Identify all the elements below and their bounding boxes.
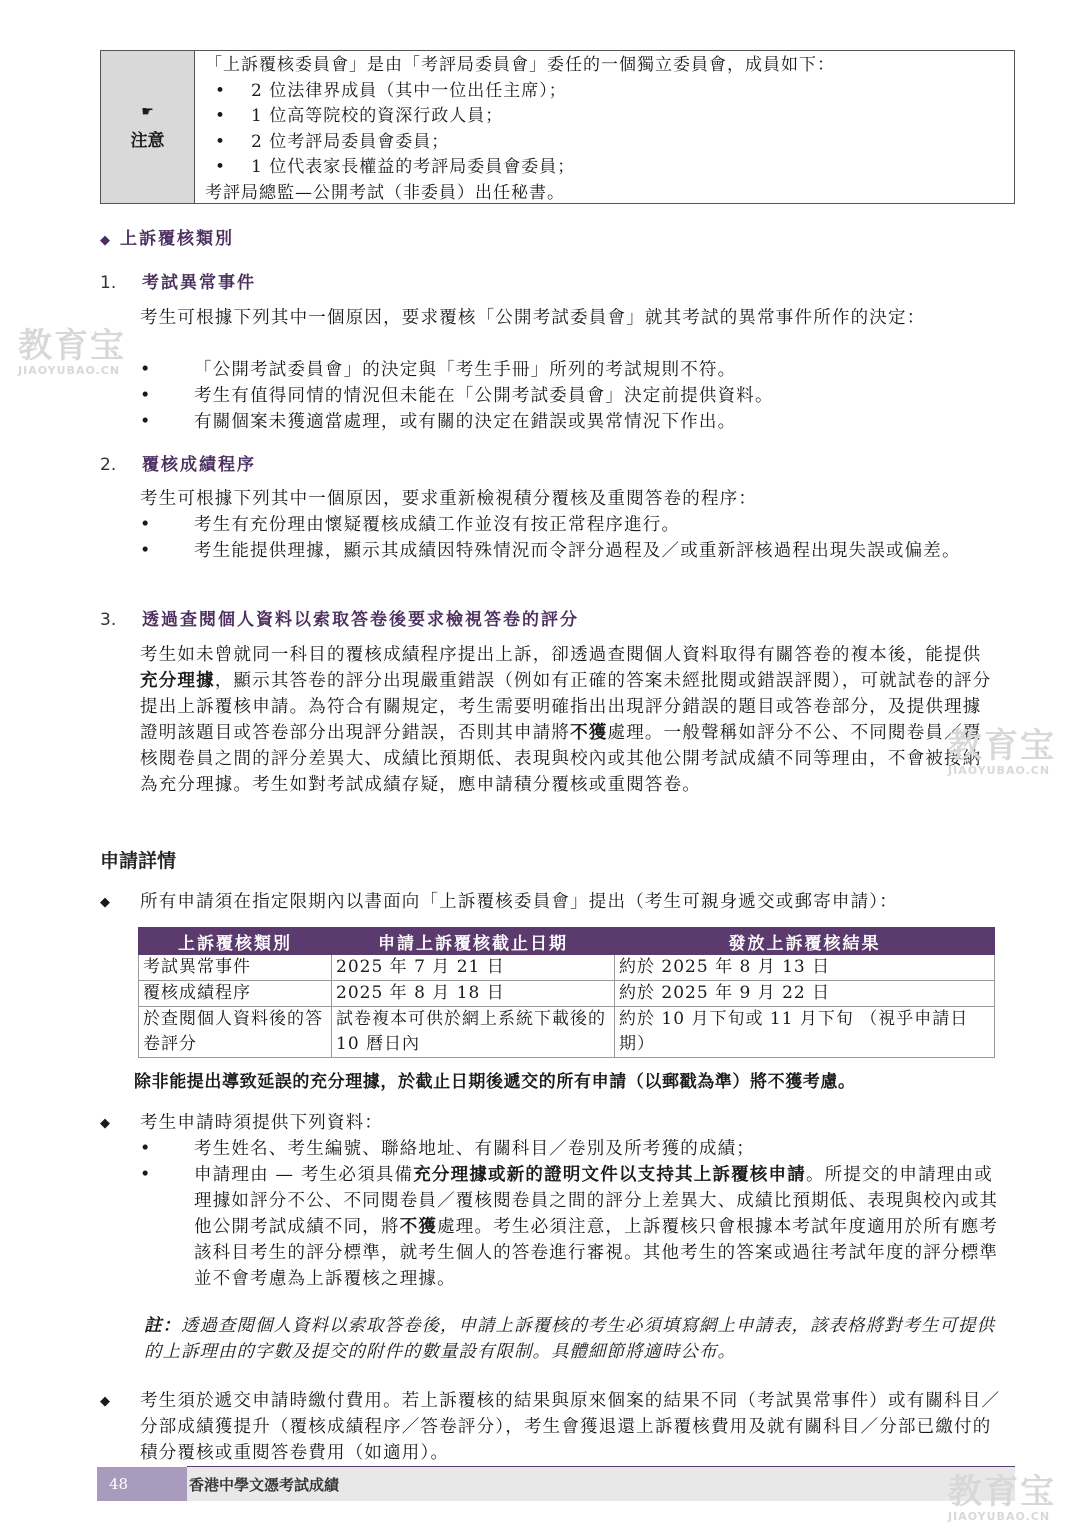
list-text: 申請理由 — 考生必須具備 bbox=[194, 1165, 414, 1185]
bullet-list bbox=[140, 357, 1000, 435]
list-item: • 申請理由 — 考生必須具備充分理據或新的證明文件以支持其上訴覆核申請。所提交的申請理由或理據如評分不公、不同閱卷員／覆核閱卷員之間的評分上差異大、成績比預期低、表現與校內或其他公開考試成績不同，將不獲處理。考生必須注意，上訴覆核只會根據本考試年度適用於所有應考該科目考生的評分標準，就考生個人的答卷進行審視。其他考生的答案或過往考試年度的評分標準並不會考慮為上訴覆核之理據。 bbox=[140, 1162, 1000, 1292]
section-intro: 考生可根據下列其中一個原因，要求重新檢視積分覆核及重閱答卷的程序： bbox=[140, 489, 758, 509]
member-text: 2 位考評局委員會委員； bbox=[251, 131, 450, 152]
paragraph-text: 處理。一般聲稱如評分不公、不同閱卷員／覆核閱卷員之間的評分差異大、成績比預期低、表現與校內或其他公開考試成績不同等理由，不會被接納為充分理據。考生如對考試成績存疑，應申請積分覆核或重閱答卷。 bbox=[140, 723, 982, 795]
member-text: 2 位法律界成員（其中一位出任主席）； bbox=[251, 80, 567, 101]
table-header: 申請上訴覆核截止日期 bbox=[332, 928, 615, 955]
section-paragraph bbox=[140, 642, 1000, 798]
notice-secretary: 考評局總監—公開考試（非委員）出任秘書。 bbox=[205, 182, 565, 203]
section-intro: 考生可根據下列其中一個原因，要求覆核「公開考試委員會」就其考試的異常事件所作的決定： bbox=[140, 308, 926, 328]
footer-title: 香港中學文憑考試成績 bbox=[187, 1467, 1015, 1501]
table-cell: 約於 2025 年 8 月 13 日 bbox=[615, 955, 995, 981]
section-number: 2. bbox=[100, 455, 117, 475]
table-header: 上訴覆核類別 bbox=[139, 928, 332, 955]
diamond-icon: ◆ bbox=[100, 233, 112, 248]
table-note: 除非能提出導致延誤的充分理據，於截止日期後遞交的所有申請（以郵戳為準）將不獲考慮。 bbox=[134, 1072, 856, 1092]
list-item-text: 考生姓名、考生編號、聯絡地址、有關科目／卷別及所考獲的成績； bbox=[194, 1139, 755, 1159]
emphasis-text: 充分理據或新的證明文件以支持其上訴覆核申請 bbox=[413, 1165, 806, 1185]
page-number: 48 bbox=[97, 1467, 187, 1501]
list-item-text: 考生能提供理據，顯示其成績因特殊情況而令評分過程及／或重新評核過程出現失誤或偏差。 bbox=[194, 541, 961, 561]
table-row bbox=[139, 955, 995, 981]
table-cell: 約於 2025 年 9 月 22 日 bbox=[615, 981, 995, 1007]
application-title: 申請詳情 bbox=[100, 850, 177, 872]
table-cell: 試卷複本可供於網上系統下載後的 10 曆日內 bbox=[332, 1007, 615, 1058]
emphasis-text: 充分理據 bbox=[140, 671, 215, 691]
section-heading bbox=[100, 450, 256, 475]
watermark-url: JIAOYUBAO.CN bbox=[18, 364, 121, 377]
list-item: • 2 位考評局委員會委員； bbox=[205, 130, 835, 156]
section-number: 3. bbox=[100, 610, 117, 630]
application-bullet: 所有申請須在指定限期內以書面向「上訴覆核委員會」提出（考生可親身遞交或郵寄申請）： bbox=[140, 892, 898, 912]
table-row bbox=[139, 1007, 995, 1058]
types-heading bbox=[100, 224, 234, 249]
list-item-text bbox=[194, 1162, 1000, 1292]
emphasis-text: 不獲 bbox=[570, 723, 608, 743]
notice-label-cell bbox=[101, 51, 195, 203]
section-title: 考試異常事件 bbox=[142, 273, 256, 293]
note-text: 透過查閱個人資料以索取答卷後，申請上訴覆核的考生必須填寫網上申請表，該表格將對考生可提供的上訴理由的字數及提交的附件的數量設有限制。具體細節將適時公布。 bbox=[144, 1316, 995, 1362]
application-bullet: 考生申請時須提供下列資料： bbox=[140, 1113, 384, 1133]
deadline-table bbox=[138, 927, 995, 1058]
watermark bbox=[18, 328, 126, 377]
watermark-text: 教育宝 bbox=[948, 1472, 1056, 1512]
diamond-icon: ◆ bbox=[100, 1394, 110, 1409]
note-label: 註： bbox=[144, 1316, 181, 1336]
bullet-list bbox=[140, 1136, 1000, 1292]
table-cell: 2025 年 7 月 21 日 bbox=[332, 955, 615, 981]
emphasis-text: 不獲 bbox=[399, 1217, 438, 1237]
section-heading bbox=[100, 605, 579, 630]
member-text: 1 位高等院校的資深行政人員； bbox=[251, 106, 504, 126]
section-title: 透過查閱個人資料以索取答卷後要求檢視答卷的評分 bbox=[142, 610, 579, 630]
notice-label: 注意 bbox=[130, 130, 165, 151]
bullet-list bbox=[140, 512, 1000, 564]
table-cell: 2025 年 8 月 18 日 bbox=[332, 981, 615, 1007]
list-item: • 考生姓名、考生編號、聯絡地址、有關科目／卷別及所考獲的成績； bbox=[140, 1136, 1000, 1162]
section-title: 覆核成績程序 bbox=[142, 455, 256, 475]
list-item-text: 「公開考試委員會」的決定與「考生手冊」所列的考試規則不符。 bbox=[194, 360, 737, 380]
section-heading bbox=[100, 268, 256, 293]
member-text: 1 位代表家長權益的考評局委員會委員； bbox=[251, 157, 576, 177]
list-item: • 「公開考試委員會」的決定與「考生手冊」所列的考試規則不符。 bbox=[140, 357, 1000, 383]
list-text: 處理。考生必須注意，上訴覆核只會根據本考試年度適用於所有應考該科目考生的評分標準，就考生個人的答卷進行審視。其他考生的答案或過往考試年度的評分標準並不會考慮為上訴覆核之理據。 bbox=[194, 1217, 999, 1289]
note-block bbox=[144, 1313, 1004, 1365]
watermark bbox=[948, 1474, 1056, 1523]
list-item: • 考生有充份理由懷疑覆核成績工作並沒有按正常程序進行。 bbox=[140, 512, 1000, 538]
table-row bbox=[139, 981, 995, 1007]
list-item: • 考生能提供理據，顯示其成績因特殊情況而令評分過程及／或重新評核過程出現失誤或偏差。 bbox=[140, 538, 1000, 564]
table-header: 發放上訴覆核結果 bbox=[615, 928, 995, 955]
table-cell: 約於 10 月下旬或 11 月下旬 （視乎申請日期） bbox=[615, 1007, 995, 1058]
table-cell: 於查閱個人資料後的答卷評分 bbox=[139, 1007, 332, 1058]
list-item: • 有關個案未獲適當處理，或有關的決定在錯誤或異常情況下作出。 bbox=[140, 409, 1000, 435]
types-heading-text: 上訴覆核類別 bbox=[120, 229, 234, 249]
paragraph-text: 考生如未曾就同一科目的覆核成績程序提出上訴，卻透過查閱個人資料取得有關答卷的複本後，能提供 bbox=[140, 645, 982, 665]
application-bullet: 考生須於遞交申請時繳付費用。若上訴覆核的結果與原來個案的結果不同（考試異常事件）或有關科目／分部成績獲提升（覆核成績程序／答卷評分），考生會獲退還上訴覆核費用及就有關科目／分部已繳付的積分覆核或重閱答卷費用（如適用）。 bbox=[140, 1391, 1001, 1463]
table-cell: 考試異常事件 bbox=[139, 955, 332, 981]
watermark-url: JIAOYUBAO.CN bbox=[948, 764, 1051, 777]
list-item: • 考生有值得同情的情況但未能在「公開考試委員會」決定前提供資料。 bbox=[140, 383, 1000, 409]
table-cell: 覆核成績程序 bbox=[139, 981, 332, 1007]
watermark-text: 教育宝 bbox=[18, 326, 126, 366]
paragraph-text: ，顯示其答卷的評分出現嚴重錯誤（例如有正確的答案未經批閱或錯誤評閱），可就試卷的評分提出上訴覆核申請。為符合有關規定，考生需要明確指出出現評分錯誤的題目或答卷部分，及提供理據證明該題目或答卷部分出現評分錯誤，否則其申請將 bbox=[140, 671, 992, 743]
diamond-icon: ◆ bbox=[100, 895, 110, 910]
list-item: • 1 位代表家長權益的考評局委員會委員； bbox=[205, 155, 835, 181]
watermark-url: JIAOYUBAO.CN bbox=[948, 1510, 1051, 1523]
list-item: • 2 位法律界成員（其中一位出任主席）； bbox=[205, 79, 835, 105]
notice-box bbox=[100, 50, 1015, 204]
diamond-icon: ◆ bbox=[100, 1116, 110, 1131]
list-item-text: 考生有充份理由懷疑覆核成績工作並沒有按正常程序進行。 bbox=[194, 515, 681, 535]
section-number: 1. bbox=[100, 273, 117, 293]
list-item: • 1 位高等院校的資深行政人員； bbox=[205, 104, 835, 130]
list-text: 。所提交的申請理由或理據如評分不公、不同閱卷員／覆核閱卷員之間的評分上差異大、成績比預期低、表現與校內或其他公開考試成績不同，將 bbox=[194, 1165, 999, 1237]
notice-content bbox=[195, 51, 835, 203]
watermark bbox=[948, 728, 1056, 777]
watermark-text: 教育宝 bbox=[948, 726, 1056, 766]
table-header-row bbox=[139, 928, 995, 955]
list-item-text: 有關個案未獲適當處理，或有關的決定在錯誤或異常情況下作出。 bbox=[194, 412, 737, 432]
pointing-hand-icon: ☛ bbox=[141, 103, 154, 120]
list-item-text: 考生有值得同情的情況但未能在「公開考試委員會」決定前提供資料。 bbox=[194, 386, 774, 406]
notice-intro: 「上訴覆核委員會」是由「考評局委員會」委任的一個獨立委員會，成員如下： bbox=[205, 55, 835, 75]
